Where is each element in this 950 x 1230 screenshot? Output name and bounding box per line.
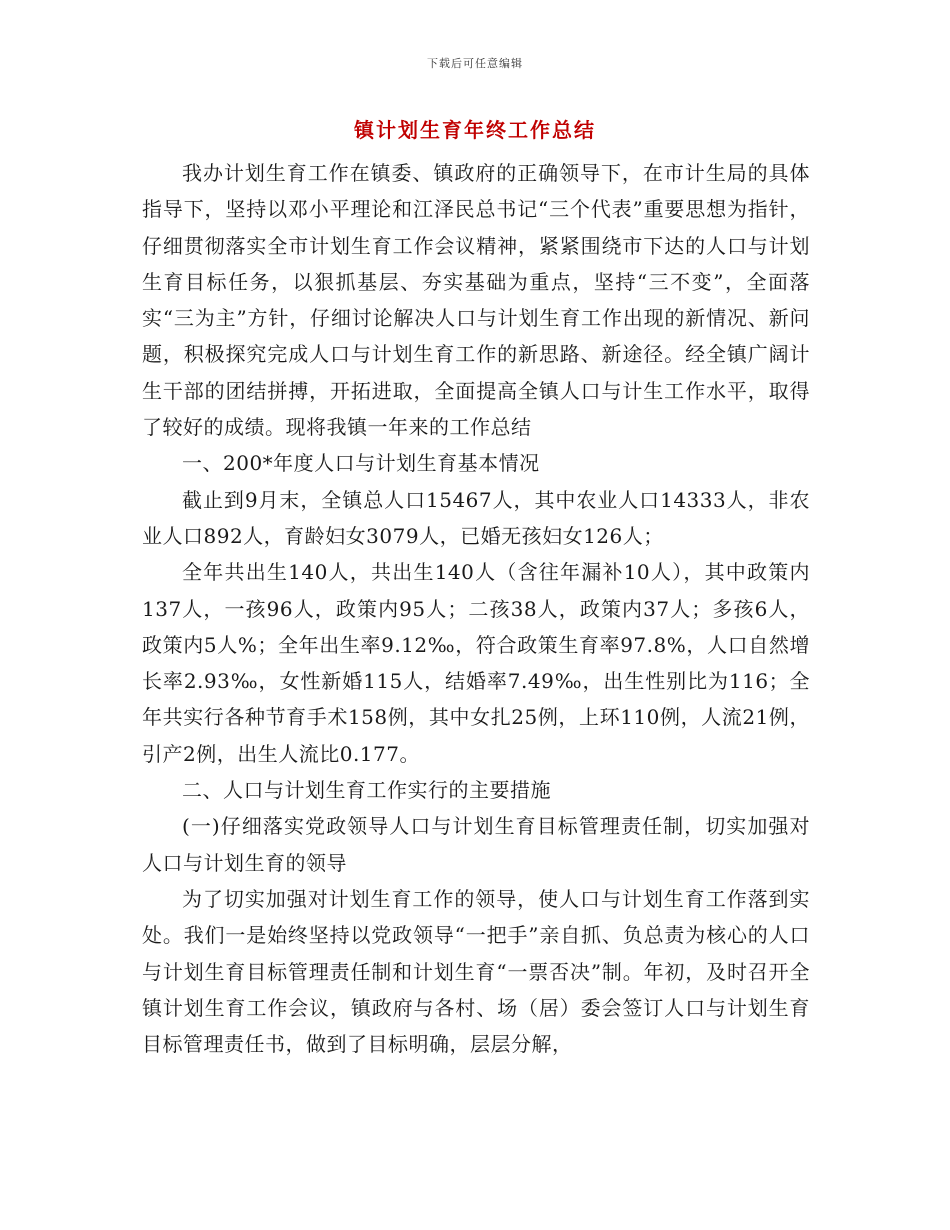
page-header-note: 下载后可任意编辑 (427, 57, 523, 70)
paragraph-population: 截止到9月末，全镇总人口15467人，其中农业人口14333人，非农业人口892人，育龄妇女3079人，已婚无孩妇女126人； (142, 487, 810, 548)
paragraph-births: 全年共出生140人，共出生140人（含往年漏补10人），其中政策内137人，一孩96人，政策内95人；二孩38人，政策内37人；多孩6人，政策内5人%；全年出生率9.12‰，符合政策生育率97.8%，人口自然增长率2.93‰，女性新婚115人，结婚率7.49‰，出生性别比为116；全年共实行各种节育手术158例，其中女扎25例，上环110例，人流21例，引产2例，出生人流比0.177。 (142, 560, 810, 766)
section-heading-2: 二、人口与计划生育工作实行的主要措施 (182, 778, 551, 803)
document-body (142, 155, 810, 1062)
paragraph-leadership: 为了切实加强对计划生育工作的领导，使人口与计划生育工作落到实处。我们一是始终坚持以党政领导“一把手”亲自抓、负总责为核心的人口与计划生育目标管理责任制和计划生育“一票否决”制。年初，及时召开全镇计划生育工作会议，镇政府与各村、场（居）委会签订人口与计划生育目标管理责任书，做到了目标明确，层层分解， (142, 886, 810, 1057)
document-title: 镇计划生育年终工作总结 (354, 118, 596, 142)
subsection-heading-1: (一)仔细落实党政领导人口与计划生育目标管理责任制，切实加强对人口与计划生育的领导 (142, 814, 810, 875)
section-heading-1: 一、200*年度人口与计划生育基本情况 (182, 451, 540, 476)
paragraph-intro: 我办计划生育工作在镇委、镇政府的正确领导下，在市计生局的具体指导下，坚持以邓小平理论和江泽民总书记“三个代表”重要思想为指针，仔细贯彻落实全市计划生育工作会议精神，紧紧围绕市下达的人口与计划生育目标任务，以狠抓基层、夯实基础为重点，坚持“三不变”，全面落实“三为主”方针，仔细讨论解决人口与计划生育工作出现的新情况、新问题，积极探究完成人口与计划生育工作的新思路、新途径。经全镇广阔计生干部的团结拼搏，开拓进取，全面提高全镇人口与计生工作水平，取得了较好的成绩。现将我镇一年来的工作总结 (142, 161, 810, 440)
